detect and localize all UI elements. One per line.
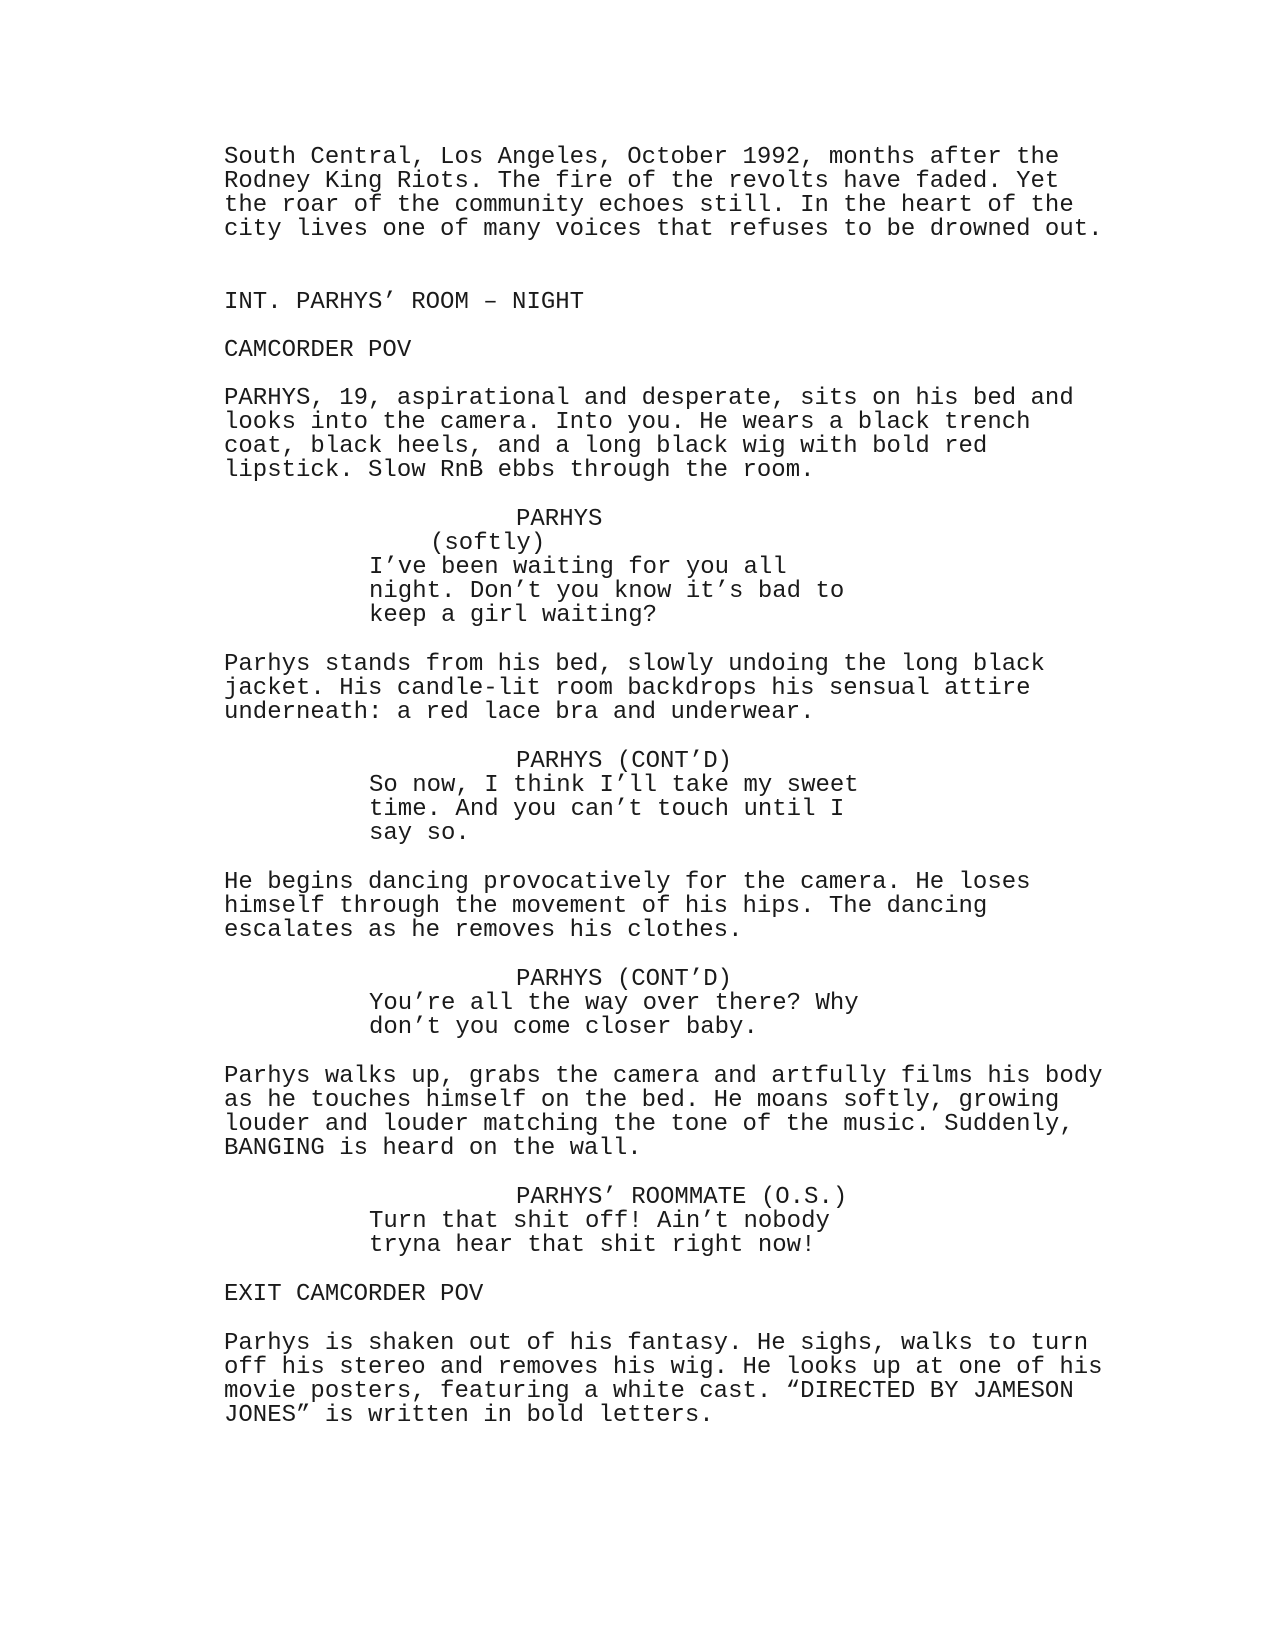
action-line: coat, black heels, and a long black wig with bold red [224, 433, 988, 460]
opening-action-line: city lives one of many voices that refuses to be drowned out. [224, 216, 1103, 243]
action-line: himself through the movement of his hips. The dancing [224, 893, 988, 920]
action-line: Parhys walks up, grabs the camera and artfully films his body [224, 1063, 1103, 1090]
dialogue-line: Turn that shit off! Ain’t nobody [369, 1208, 830, 1235]
shot-transition: EXIT CAMCORDER POV [224, 1281, 484, 1308]
dialogue-line: time. And you can’t touch until I [369, 796, 845, 823]
opening-action-line: the roar of the community echoes still. In the heart of the [224, 192, 1074, 219]
action-line: louder and louder matching the tone of the music. Suddenly, [224, 1111, 1074, 1138]
action-line: He begins dancing provocatively for the camera. He loses [224, 869, 1031, 896]
scene-heading: INT. PARHYS’ ROOM – NIGHT [224, 289, 585, 316]
dialogue-line: So now, I think I’ll take my sweet [369, 772, 859, 799]
character-cue: PARHYS (CONT’D) [516, 966, 733, 993]
dialogue-line: tryna hear that shit right now! [369, 1232, 816, 1259]
opening-action-line: Rodney King Riots. The fire of the revolts have faded. Yet [224, 168, 1060, 195]
action-line: underneath: a red lace bra and underwear. [224, 699, 815, 726]
action-line: as he touches himself on the bed. He moans softly, growing [224, 1087, 1060, 1114]
action-line: off his stereo and removes his wig. He looks up at one of his [224, 1354, 1103, 1381]
action-line: jacket. His candle-lit room backdrops his sensual attire [224, 675, 1031, 702]
action-line: looks into the camera. Into you. He wears a black trench [224, 409, 1031, 436]
action-line: BANGING is heard on the wall. [224, 1135, 642, 1162]
dialogue-line: I’ve been waiting for you all [369, 554, 787, 581]
dialogue-line: don’t you come closer baby. [369, 1014, 758, 1041]
action-line: PARHYS, 19, aspirational and desperate, sits on his bed and [224, 385, 1074, 412]
action-line: Parhys is shaken out of his fantasy. He sighs, walks to turn [224, 1330, 1089, 1357]
dialogue-line: night. Don’t you know it’s bad to [369, 578, 845, 605]
action-line: lipstick. Slow RnB ebbs through the room. [224, 457, 815, 484]
dialogue-line: keep a girl waiting? [369, 602, 658, 629]
dialogue-line: You’re all the way over there? Why [369, 990, 859, 1017]
action-line: movie posters, featuring a white cast. “DIRECTED BY JAMESON [224, 1378, 1074, 1405]
character-cue: PARHYS [516, 506, 603, 533]
shot-transition: CAMCORDER POV [224, 337, 412, 364]
action-line: escalates as he removes his clothes. [224, 917, 743, 944]
action-line: Parhys stands from his bed, slowly undoing the long black [224, 651, 1045, 678]
action-line: JONES” is written in bold letters. [224, 1402, 714, 1429]
character-cue: PARHYS (CONT’D) [516, 748, 733, 775]
parenthetical: (softly) [430, 530, 546, 557]
character-cue: PARHYS’ ROOMMATE (O.S.) [516, 1184, 848, 1211]
opening-action-line: South Central, Los Angeles, October 1992, months after the [224, 144, 1060, 171]
dialogue-line: say so. [369, 820, 470, 847]
